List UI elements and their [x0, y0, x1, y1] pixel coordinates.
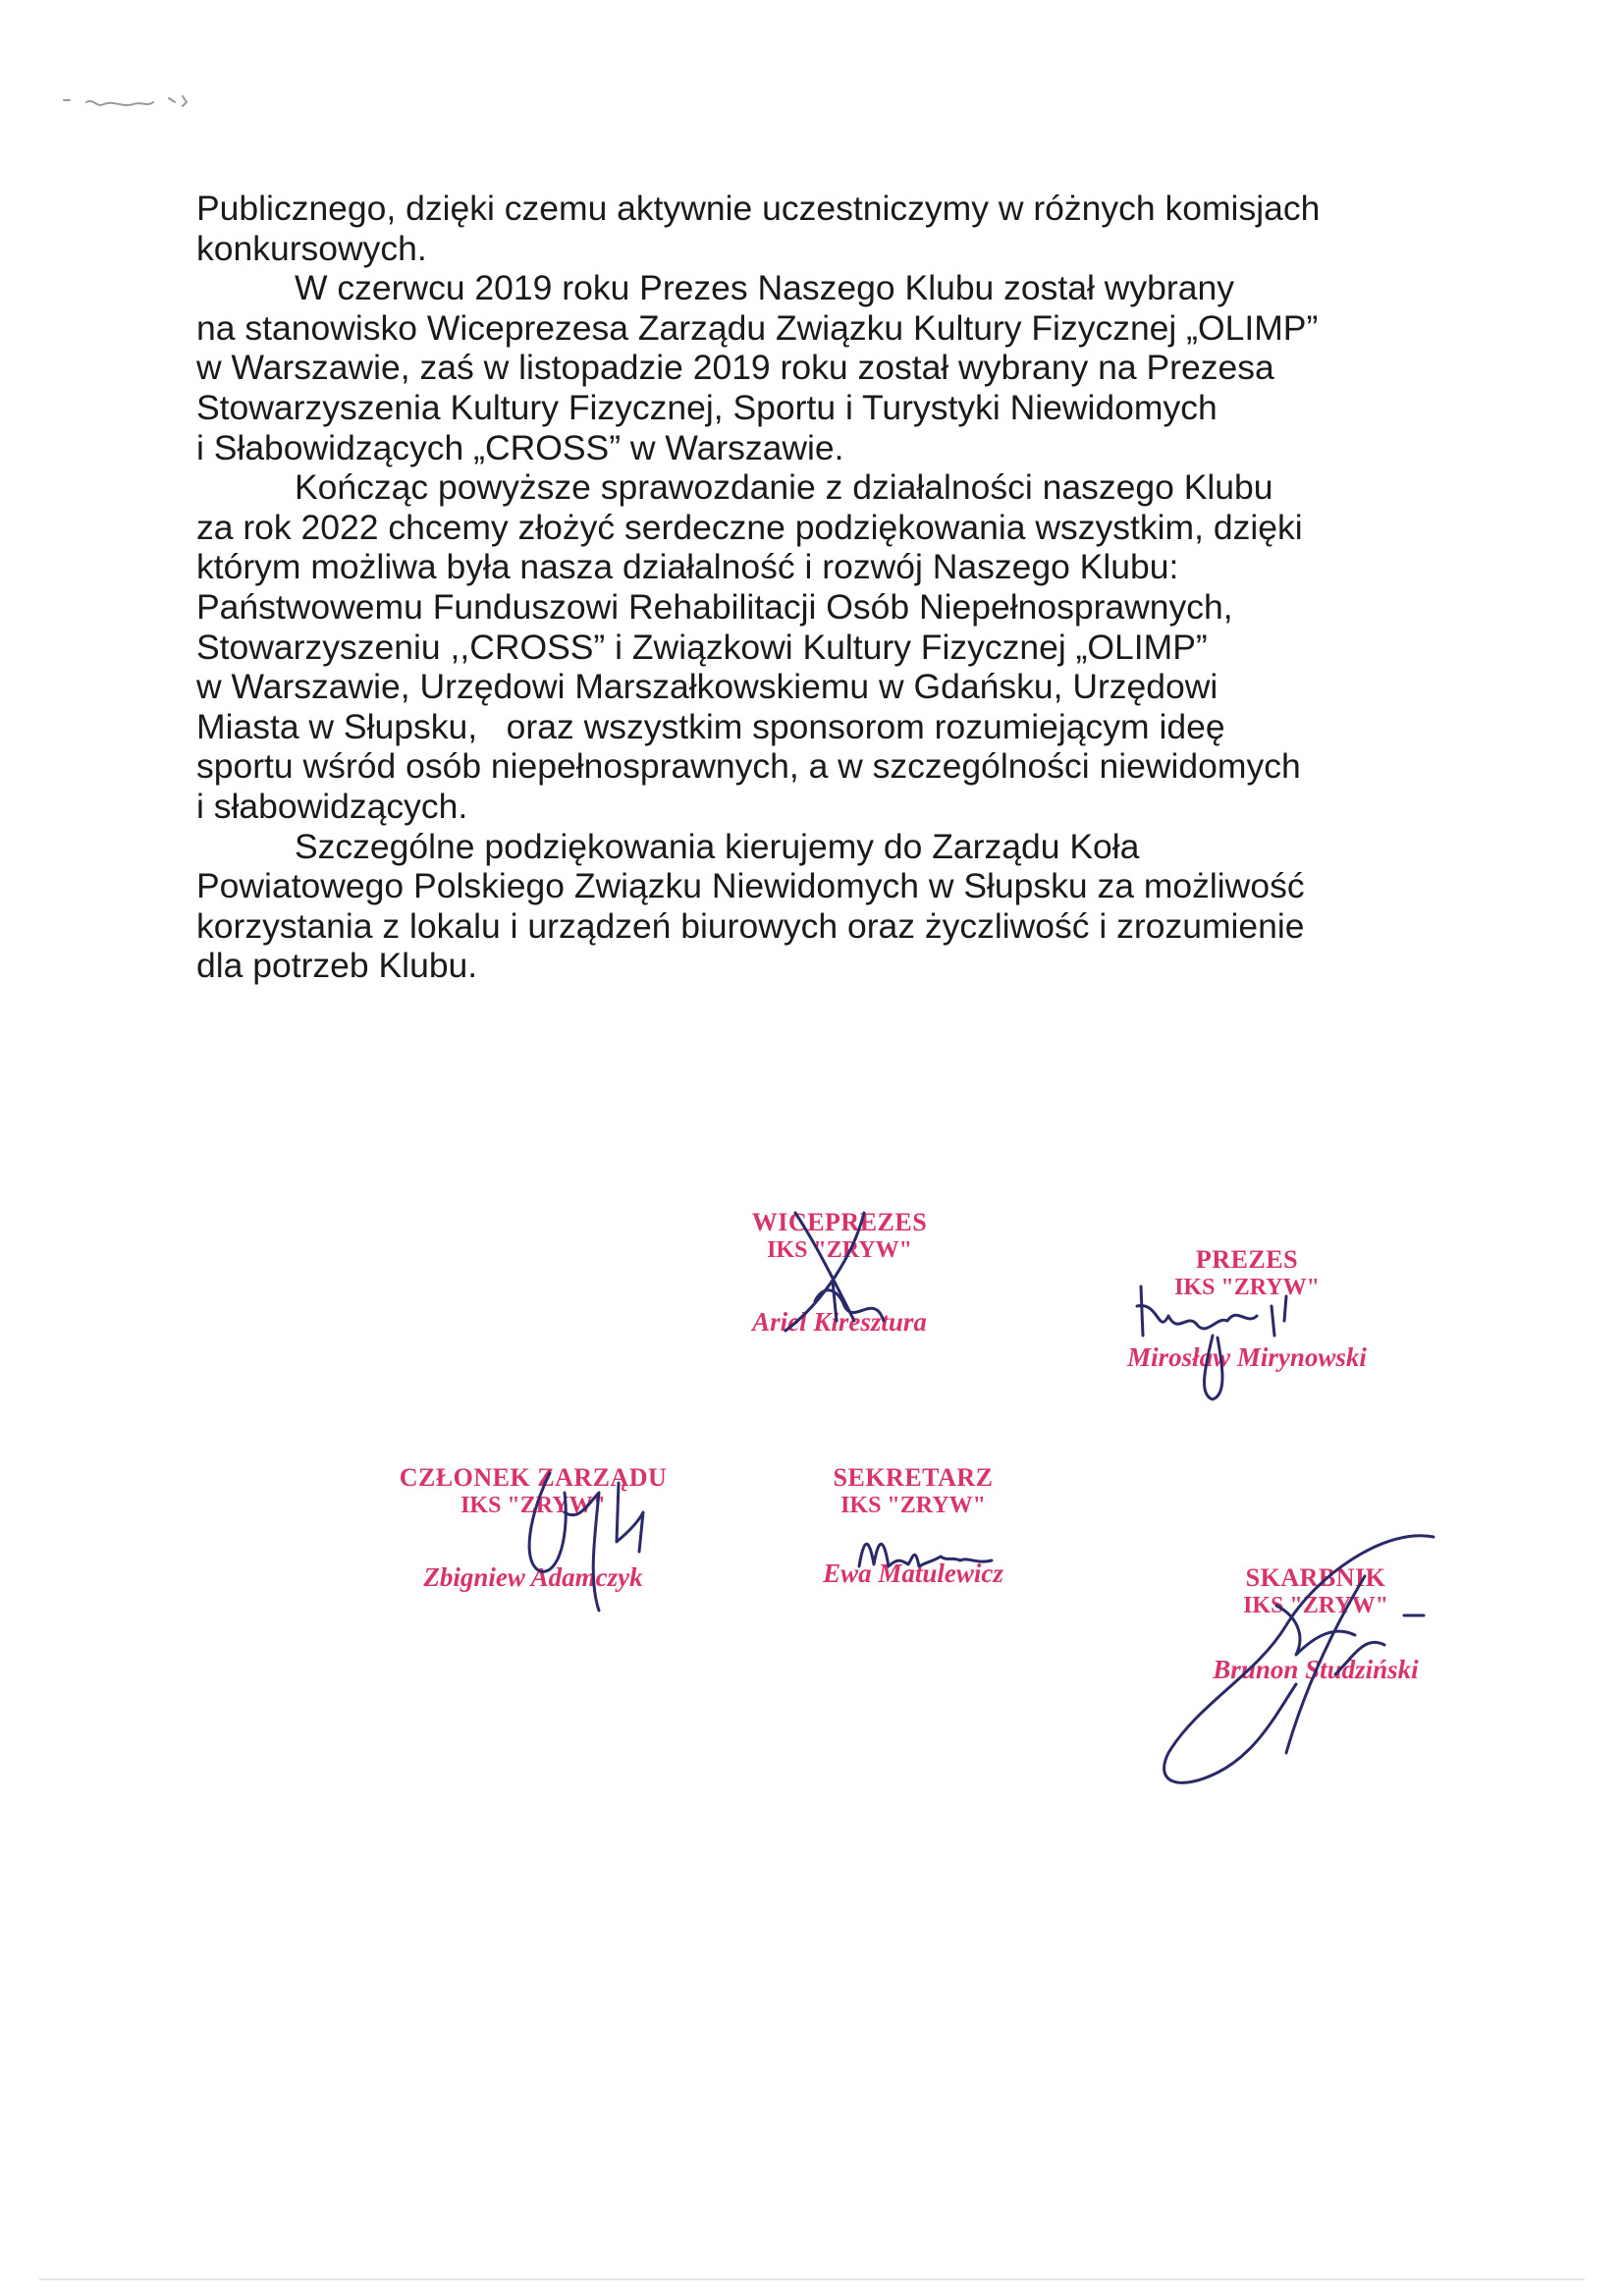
stamp-org: IKS "ZRYW" — [840, 1492, 986, 1518]
stamp-name: Brunon Studziński — [1213, 1655, 1419, 1685]
scan-artifact-mark — [59, 88, 216, 118]
stamp-role: WICEPREZES — [751, 1208, 928, 1236]
body-line: i słabowidzących. — [196, 786, 468, 826]
body-line: Miasta w Słupsku, oraz wszystkim sponsorom rozumiejącym ideę — [196, 706, 1225, 746]
body-line: Państwowemu Funduszowi Rehabilitacji Osób Niepełnosprawnych, — [196, 586, 1233, 627]
stamp-org: IKS "ZRYW" — [1174, 1274, 1320, 1300]
body-line: Publicznego, dzięki czemu aktywnie uczestniczymy w różnych komisjach — [196, 189, 1321, 228]
body-line: za rok 2022 chcemy złożyć serdeczne podziękowania wszystkim, dzięki — [196, 507, 1303, 547]
body-line: dla potrzeb Klubu. — [196, 946, 478, 986]
page-bottom-edge — [39, 2278, 1585, 2280]
stamp-board-member — [391, 1463, 676, 1594]
letter-body — [196, 189, 1473, 986]
body-line: Stowarzyszenia Kultury Fizycznej, Sportu i Turystyki Niewidomych — [196, 387, 1218, 427]
body-line: na stanowisko Wiceprezesa Zarządu Związku Kultury Fizycznej „OLIMP” — [196, 307, 1319, 348]
body-line: i Słabowidzących „CROSS” w Warszawie. — [196, 427, 844, 467]
stamp-org: IKS "ZRYW" — [460, 1492, 606, 1518]
body-line: Kończąc powyższe sprawozdanie z działalności naszego Klubu — [295, 467, 1273, 508]
body-line: W czerwcu 2019 roku Prezes Naszego Klubu został wybrany — [295, 268, 1234, 308]
stamp-name: Ewa Matulewicz — [823, 1558, 1003, 1589]
stamp-name: Ariel Kiresztura — [752, 1307, 927, 1338]
stamp-treasurer — [1188, 1563, 1443, 1686]
stamp-secretary — [795, 1463, 1031, 1590]
stamp-vice-president — [722, 1208, 957, 1339]
body-line: którym możliwa była nasza działalność i rozwój Naszego Klubu: — [196, 547, 1179, 587]
stamp-org: IKS "ZRYW" — [767, 1236, 912, 1263]
body-line: w Warszawie, Urzędowi Marszałkowskiemu w Gdańsku, Urzędowi — [196, 667, 1218, 707]
body-line: w Warszawie, zaś w listopadzie 2019 roku został wybrany na Prezesa — [196, 348, 1274, 388]
stamp-president — [1110, 1245, 1384, 1374]
body-line: korzystania z lokalu i urządzeń biurowych oraz życzliwość i zrozumienie — [196, 905, 1305, 946]
stamp-org: IKS "ZRYW" — [1243, 1592, 1388, 1618]
body-line: Powiatowego Polskiego Związku Niewidomych w Słupsku za możliwość — [196, 866, 1305, 906]
stamp-name: Mirosław Mirynowski — [1127, 1342, 1367, 1373]
body-line: konkursowych. — [196, 228, 427, 268]
stamp-role: CZŁONEK ZARZĄDU — [399, 1463, 668, 1492]
stamp-role: PREZES — [1195, 1245, 1299, 1274]
stamp-role: SKARBNIK — [1245, 1563, 1386, 1592]
body-line: sportu wśród osób niepełnosprawnych, a w szczególności niewidomych — [196, 746, 1301, 787]
stamp-name: Zbigniew Adamczyk — [423, 1562, 643, 1593]
body-line: Stowarzyszeniu ,,CROSS” i Związkowi Kultury Fizycznej „OLIMP” — [196, 627, 1208, 667]
body-line: Szczególne podziękowania kierujemy do Zarządu Koła — [295, 826, 1140, 866]
stamp-role: SEKRETARZ — [833, 1463, 994, 1492]
